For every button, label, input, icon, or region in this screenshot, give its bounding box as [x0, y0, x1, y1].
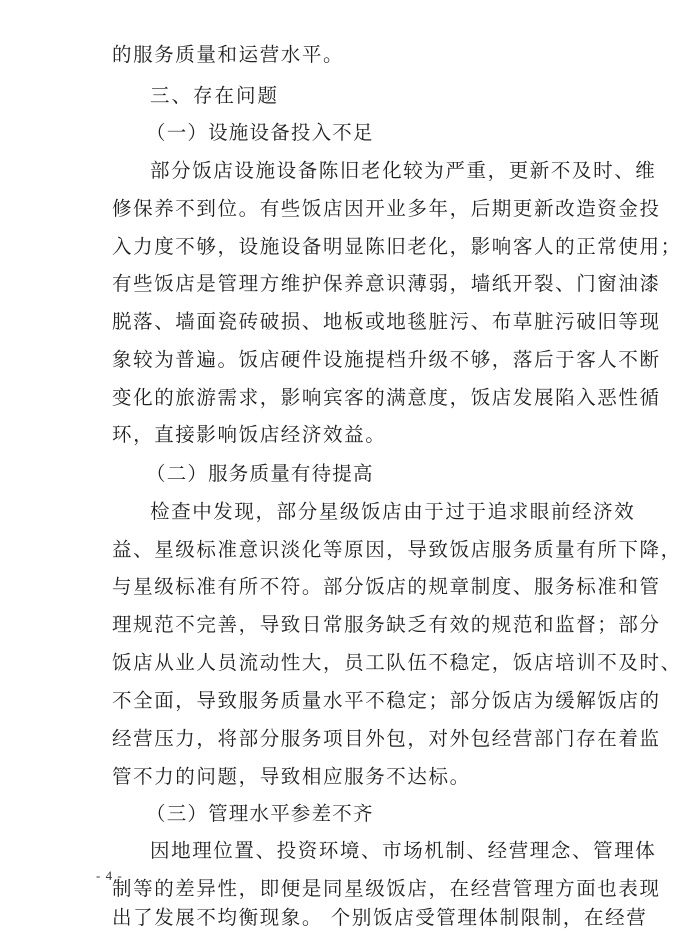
body-line: 管不力的问题，导致相应服务不达标。 [112, 765, 471, 788]
body-line: 入力度不够，设施设备明显陈旧老化，影响客人的正常使用； [112, 235, 682, 258]
body-line: 有些饭店是管理方维护保养意识薄弱，墙纸开裂、门窗油漆 [112, 272, 661, 295]
body-line: 饭店从业人员流动性大，员工队伍不稳定，饭店培训不及时、 [112, 651, 682, 674]
subsection-heading: （二）服务质量有待提高 [146, 462, 374, 485]
body-line: 变化的旅游需求，影响宾客的满意度，饭店发展陷入恶性循 [112, 386, 661, 409]
body-line: 修保养不到位。有些饭店因开业多年，后期更新改造资金投 [112, 197, 661, 220]
body-line: 部分饭店设施设备陈旧老化较为严重，更新不及时、维 [150, 159, 657, 182]
body-line: 脱落、墙面瓷砖破损、地板或地毯脏污、布草脏污破旧等现 [112, 310, 661, 333]
body-line: 象较为普遍。饭店硬件设施提档升级不够，落后于客人不断 [112, 348, 661, 371]
section-heading: 三、存在问题 [150, 84, 280, 107]
subsection-heading: （三）管理水平参差不齐 [146, 802, 374, 825]
body-line: 出了发展不均衡现象。 个别饭店受管理体制限制，在经营 [112, 906, 648, 929]
body-line: 检查中发现，部分星级饭店由于过于追求眼前经济效 [150, 500, 636, 523]
body-line: 益、星级标准意识淡化等原因，导致饭店服务质量有所下降， [112, 538, 682, 561]
page-number: - 4 - [96, 868, 123, 883]
subsection-heading: （一）设施设备投入不足 [146, 121, 374, 144]
body-line: 与星级标准有所不符。部分饭店的规章制度、服务标准和管 [112, 575, 661, 598]
body-line: 因地理位置、投资环境、市场机制、经营理念、管理体 [150, 839, 657, 862]
body-line: 理规范不完善，导致日常服务缺乏有效的规范和监督；部分 [112, 613, 661, 636]
body-line: 不全面，导致服务质量水平不稳定；部分饭店为缓解饭店的 [112, 689, 661, 712]
body-line: 环，直接影响饭店经济效益。 [112, 423, 387, 446]
body-line: 的服务质量和运营水平。 [112, 43, 345, 66]
body-line: 经营压力，将部分服务项目外包，对外包经营部门存在着监 [112, 727, 661, 750]
body-line: 制等的差异性，即便是同星级饭店，在经营管理方面也表现 [112, 877, 661, 900]
